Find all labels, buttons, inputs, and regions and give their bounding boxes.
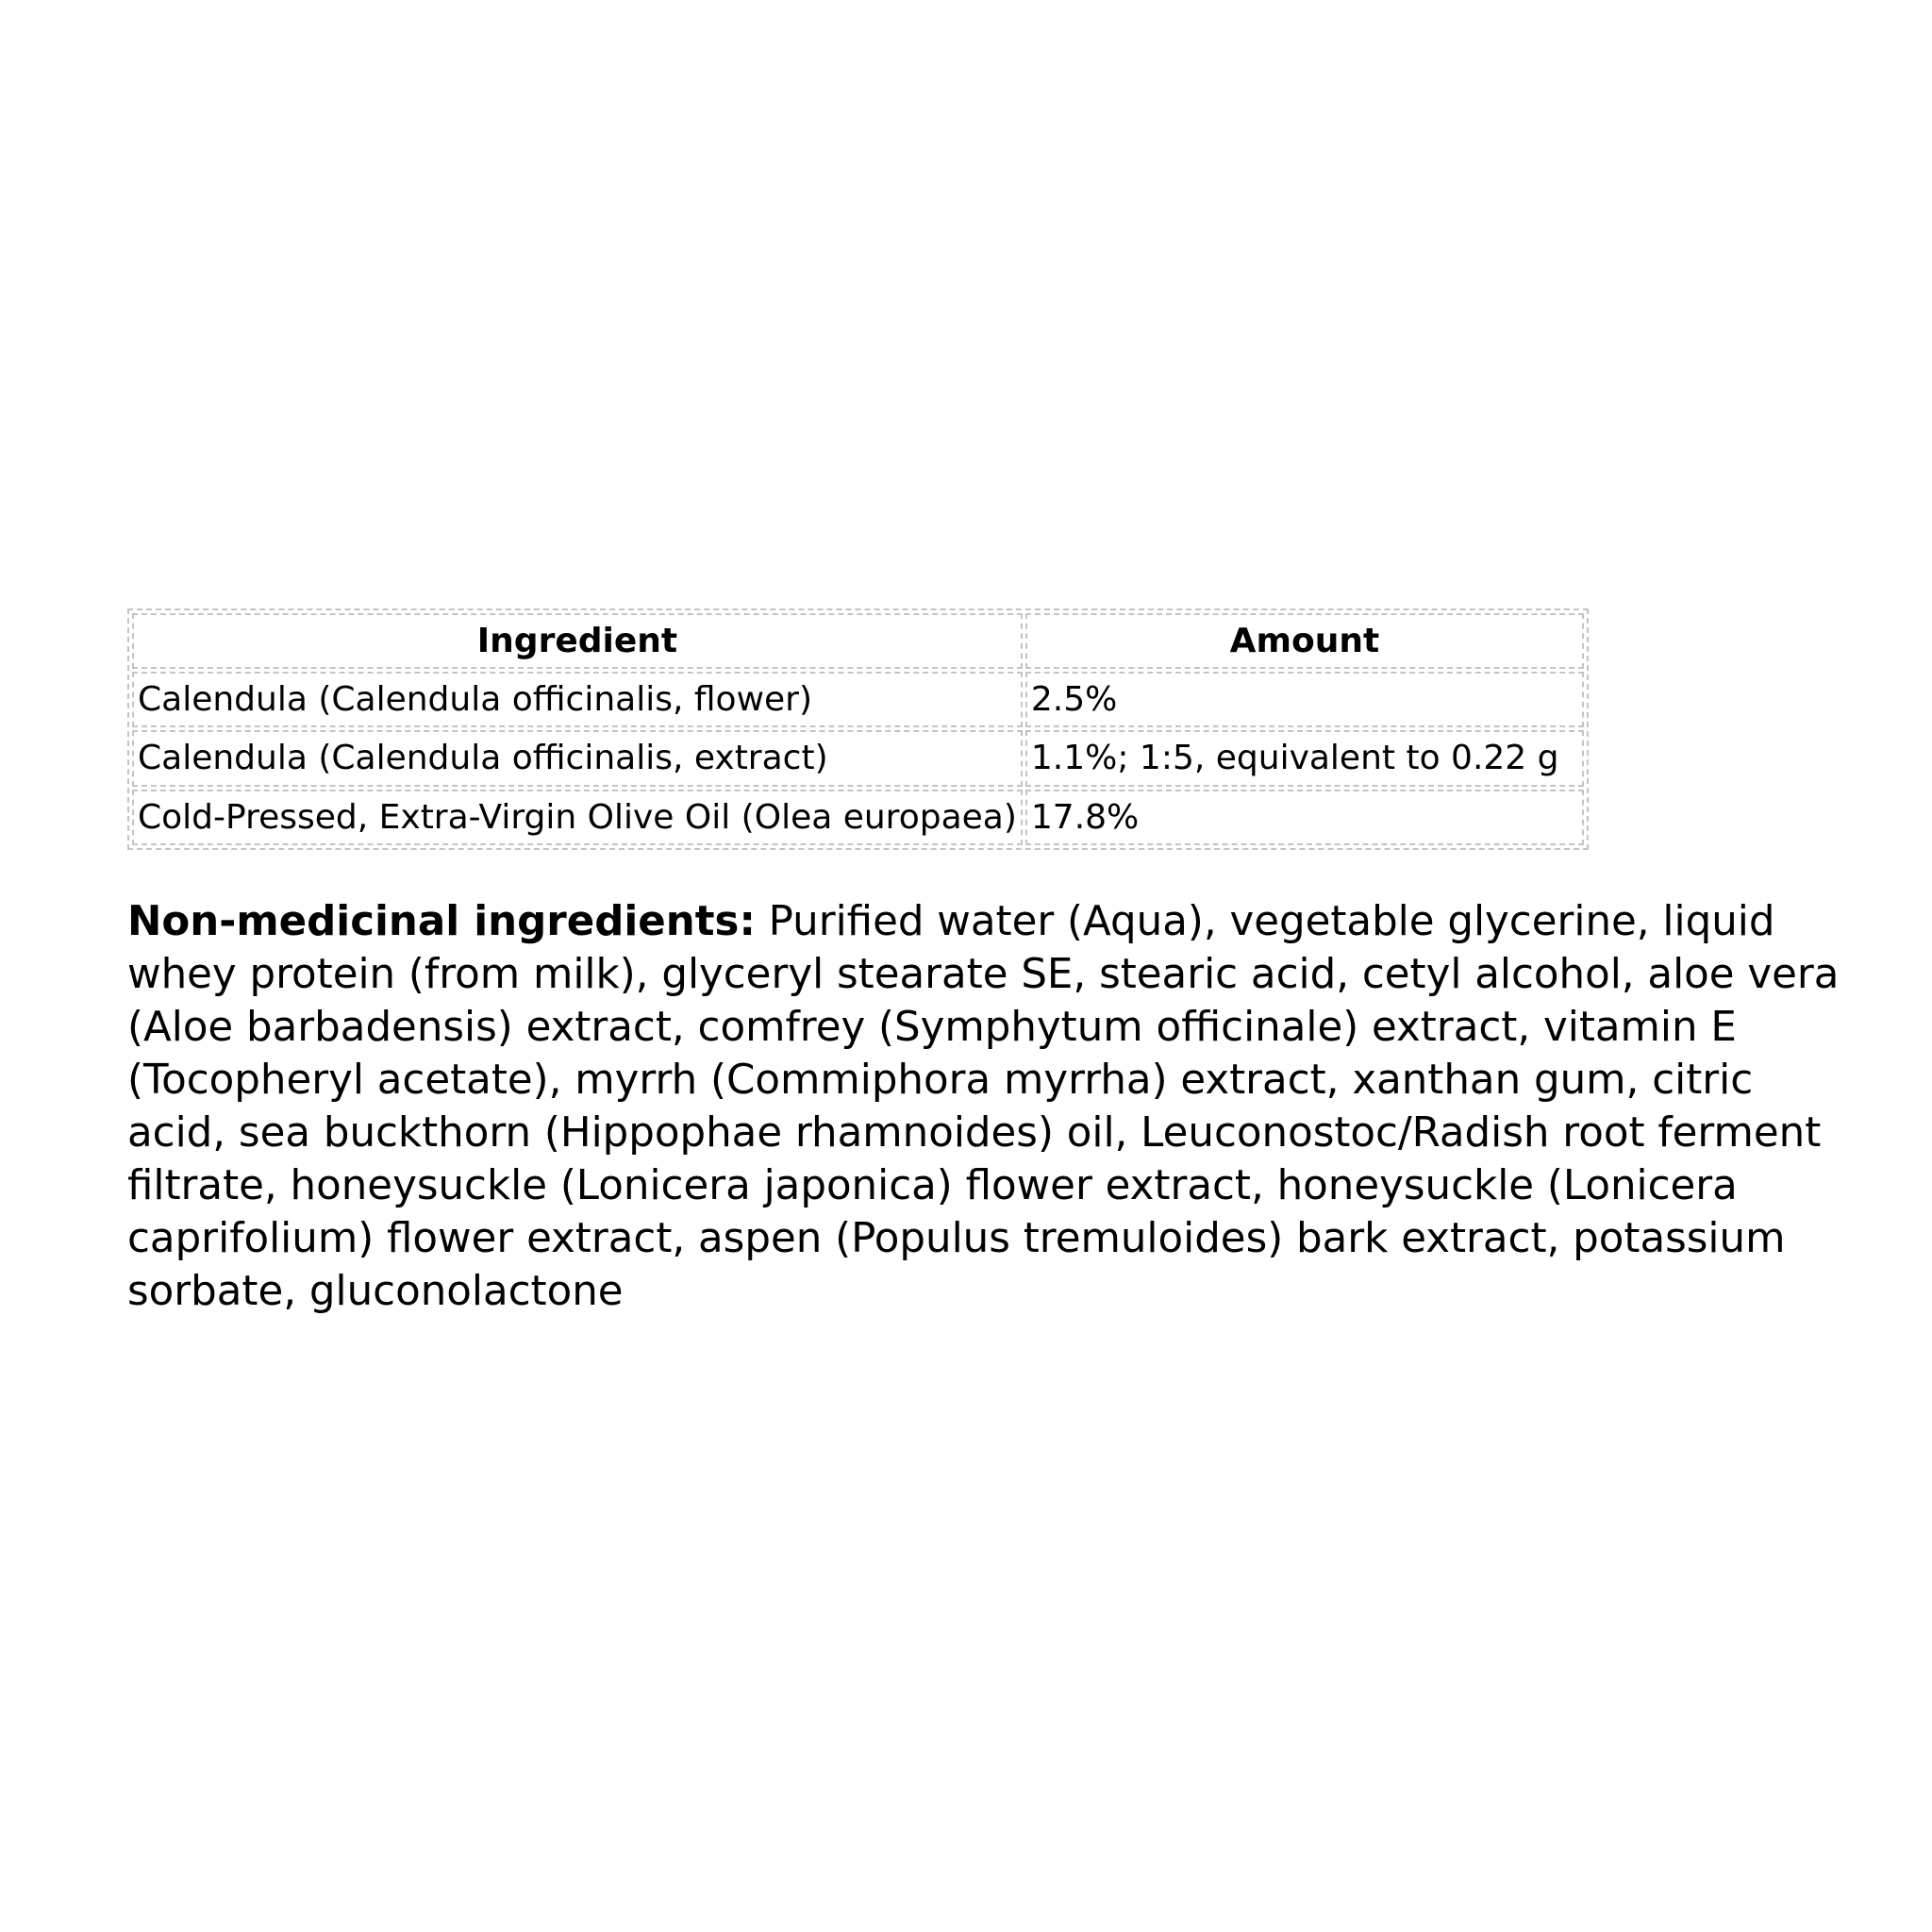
amount-cell: 2.5% xyxy=(1025,672,1584,727)
document-content xyxy=(127,608,1844,1318)
table-row xyxy=(132,790,1584,845)
non-medicinal-ingredients-text: Purified water (Aqua), vegetable glycerine, liquid whey protein (from milk), glyceryl stearate SE, stearic acid, cetyl alcohol, aloe vera (Aloe barbadensis) extract, comfrey (Symphytum officinale) extract, vitamin E (Tocopheryl acetate), myrrh (Commiphora myrrha) extract, xanthan gum, citric acid, sea buckthorn (Hippophae rhamnoides) oil, Leuconostoc/Radish root ferment filtrate, honeysuckle (Lonicera japonica) flower extract, honeysuckle (Lonicera caprifolium) flower extract, aspen (Populus tremuloides) bark extract, potassium sorbate, gluconolactone xyxy=(127,897,1840,1315)
amount-column-header: Amount xyxy=(1025,613,1584,669)
amount-cell: 17.8% xyxy=(1025,790,1584,845)
ingredient-cell: Calendula (Calendula officinalis, flower) xyxy=(132,672,1023,727)
ingredient-column-header: Ingredient xyxy=(132,613,1023,669)
ingredients-table xyxy=(127,608,1589,850)
non-medicinal-ingredients-label: Non-medicinal ingredients: xyxy=(127,897,756,945)
amount-cell: 1.1%; 1:5, equivalent to 0.22 g xyxy=(1025,730,1584,786)
non-medicinal-ingredients-paragraph xyxy=(127,895,1844,1318)
table-row xyxy=(132,672,1584,727)
ingredient-cell: Calendula (Calendula officinalis, extract) xyxy=(132,730,1023,786)
table-row xyxy=(132,730,1584,786)
ingredient-cell: Cold-Pressed, Extra-Virgin Olive Oil (Olea europaea) xyxy=(132,790,1023,845)
table-header-row xyxy=(132,613,1584,669)
